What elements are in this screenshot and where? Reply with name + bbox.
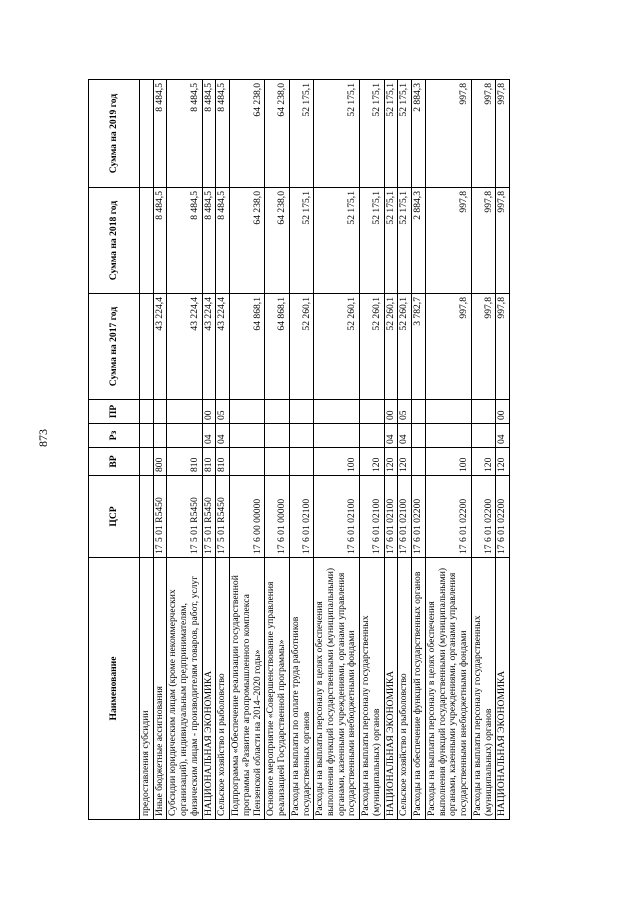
cell-vr: 100	[314, 448, 360, 476]
cell-pr	[471, 400, 495, 424]
cell-sum-2018: 64 238,0	[265, 188, 289, 294]
cell-pr: 00	[202, 400, 216, 424]
cell-sum-2018: 8 484,5	[167, 188, 202, 294]
cell-csr: 17 6 01 02200	[412, 476, 426, 558]
table-row	[140, 80, 154, 820]
cell-pr: 00	[384, 400, 398, 424]
cell-name: Расходы на выплаты персоналу в целях обеспечения выполнения функций государственными (муниципальными) органами, казенными учреждениями, органами управления государственными внебюджетными фондами	[425, 558, 471, 820]
cell-pr	[314, 400, 360, 424]
cell-sum-2017: 43 224,4	[202, 294, 216, 400]
cell-csr: 17 5 01 R5450	[153, 476, 167, 558]
cell-sum-2019: 997,8	[471, 80, 495, 188]
col-header-name: Наименование	[89, 558, 140, 820]
cell-csr: 17 6 01 02100	[384, 476, 398, 558]
table-row	[314, 80, 360, 820]
cell-name: Расходы на выплаты по оплате труда работников государственных органов	[289, 558, 313, 820]
cell-sum-2017: 52 260,1	[384, 294, 398, 400]
cell-rz	[230, 424, 265, 448]
table-row	[167, 80, 202, 820]
cell-pr: 00	[496, 400, 510, 424]
table-row	[289, 80, 313, 820]
cell-csr: 17 6 01 00000	[265, 476, 289, 558]
cell-csr: 17 5 01 R5450	[216, 476, 230, 558]
cell-pr	[167, 400, 202, 424]
cell-vr: 800	[153, 448, 167, 476]
col-header-sum-2018: Сумма на 2018 год	[89, 188, 140, 294]
cell-sum-2019: 8 484,5	[167, 80, 202, 188]
cell-vr: 810	[167, 448, 202, 476]
cell-sum-2017: 52 260,1	[289, 294, 313, 400]
budget-table	[88, 79, 510, 820]
cell-vr: 810	[202, 448, 216, 476]
col-header-csr: ЦСР	[89, 476, 140, 558]
cell-csr: 17 6 01 02100	[289, 476, 313, 558]
cell-name: Расходы на выплаты персоналу в целях обеспечения выполнения функций государственными (муниципальными) органами, казенными учреждениями, органами управления государственными внебюджетными фондами	[314, 558, 360, 820]
col-header-vr: ВР	[89, 448, 140, 476]
cell-name: НАЦИОНАЛЬНАЯ ЭКОНОМИКА	[496, 558, 510, 820]
cell-sum-2018: 8 484,5	[153, 188, 167, 294]
cell-rz: 04	[384, 424, 398, 448]
cell-vr	[265, 448, 289, 476]
cell-vr	[412, 448, 426, 476]
cell-sum-2018: 997,8	[425, 188, 471, 294]
cell-vr: 810	[216, 448, 230, 476]
cell-pr	[425, 400, 471, 424]
cell-sum-2018: 52 175,1	[384, 188, 398, 294]
cell-rz	[153, 424, 167, 448]
cell-sum-2019: 52 175,1	[314, 80, 360, 188]
cell-pr	[230, 400, 265, 424]
cell-sum-2019: 52 175,1	[384, 80, 398, 188]
cell-csr: 17 6 01 02100	[360, 476, 384, 558]
cell-pr	[153, 400, 167, 424]
cell-pr	[140, 400, 154, 424]
cell-name: Сельское хозяйство и рыболовство	[398, 558, 412, 820]
cell-sum-2018: 997,8	[471, 188, 495, 294]
cell-name: Иные бюджетные ассигнования	[153, 558, 167, 820]
cell-pr: 05	[216, 400, 230, 424]
cell-sum-2017: 64 868,1	[265, 294, 289, 400]
cell-sum-2018	[140, 188, 154, 294]
cell-pr	[289, 400, 313, 424]
cell-sum-2017: 997,8	[425, 294, 471, 400]
cell-sum-2017: 43 224,4	[167, 294, 202, 400]
col-header-sum-2017: Сумма на 2017 год	[89, 294, 140, 400]
cell-rz: 04	[496, 424, 510, 448]
cell-name: Расходы на выплаты персоналу государственных (муниципальных) органов	[360, 558, 384, 820]
cell-sum-2017	[140, 294, 154, 400]
table-row	[425, 80, 471, 820]
cell-rz: 04	[202, 424, 216, 448]
table-row	[398, 80, 412, 820]
table-row	[471, 80, 495, 820]
cell-sum-2017: 997,8	[471, 294, 495, 400]
cell-sum-2017: 3 782,7	[412, 294, 426, 400]
cell-name: Подпрограмма «Обеспечение реализации государственной программы «Развитие агропромышленного комплекса Пензенской области на 2014–2020 годы»	[230, 558, 265, 820]
cell-vr: 120	[384, 448, 398, 476]
cell-rz: 04	[398, 424, 412, 448]
col-header-rz: Рз	[89, 424, 140, 448]
cell-name: Расходы на обеспечение функций государственных органов	[412, 558, 426, 820]
cell-sum-2019: 64 238,0	[230, 80, 265, 188]
cell-csr: 17 5 01 R5450	[167, 476, 202, 558]
cell-vr: 100	[425, 448, 471, 476]
cell-sum-2018: 2 884,3	[412, 188, 426, 294]
col-header-sum-2019: Сумма на 2019 год	[89, 80, 140, 188]
cell-sum-2018: 997,8	[496, 188, 510, 294]
cell-sum-2017: 52 260,1	[398, 294, 412, 400]
table-row	[496, 80, 510, 820]
table-row	[265, 80, 289, 820]
cell-vr: 120	[398, 448, 412, 476]
cell-name: Субсидии юридическим лицам (кроме некоммерческих организаций), индивидуальным предпринимателям, физическим лицам - производителям товаров, работ, услуг	[167, 558, 202, 820]
table-row	[412, 80, 426, 820]
cell-vr	[140, 448, 154, 476]
cell-sum-2019: 52 175,1	[360, 80, 384, 188]
cell-name: Основное мероприятие «Совершенствование управления реализацией Государственной программы»	[265, 558, 289, 820]
table-row	[360, 80, 384, 820]
col-header-pr: ПР	[89, 400, 140, 424]
cell-rz	[314, 424, 360, 448]
cell-csr: 17 6 01 02100	[314, 476, 360, 558]
table-row	[202, 80, 216, 820]
cell-sum-2019: 2 884,3	[412, 80, 426, 188]
cell-sum-2018: 64 238,0	[230, 188, 265, 294]
cell-sum-2019: 52 175,1	[289, 80, 313, 188]
cell-csr: 17 6 01 02200	[425, 476, 471, 558]
cell-sum-2019: 8 484,5	[216, 80, 230, 188]
cell-sum-2019: 8 484,5	[153, 80, 167, 188]
cell-sum-2017: 43 224,4	[153, 294, 167, 400]
cell-sum-2019: 997,8	[425, 80, 471, 188]
cell-csr: 17 6 00 00000	[230, 476, 265, 558]
page-number: 873	[36, 429, 50, 447]
cell-sum-2018: 52 175,1	[289, 188, 313, 294]
cell-csr: 17 5 01 R5450	[202, 476, 216, 558]
cell-sum-2017: 64 868,1	[230, 294, 265, 400]
cell-sum-2017: 52 260,1	[360, 294, 384, 400]
cell-pr: 05	[398, 400, 412, 424]
cell-sum-2018: 52 175,1	[360, 188, 384, 294]
cell-sum-2019: 64 238,0	[265, 80, 289, 188]
cell-sum-2018: 52 175,1	[314, 188, 360, 294]
cell-vr: 120	[496, 448, 510, 476]
cell-sum-2017: 52 260,1	[314, 294, 360, 400]
cell-sum-2019: 997,8	[496, 80, 510, 188]
cell-rz	[471, 424, 495, 448]
cell-sum-2018: 8 484,5	[216, 188, 230, 294]
cell-sum-2019: 8 484,5	[202, 80, 216, 188]
cell-vr	[289, 448, 313, 476]
cell-vr: 120	[471, 448, 495, 476]
cell-sum-2017: 997,8	[496, 294, 510, 400]
table-row	[384, 80, 398, 820]
cell-rz	[265, 424, 289, 448]
cell-sum-2018: 8 484,5	[202, 188, 216, 294]
cell-sum-2019	[140, 80, 154, 188]
cell-csr: 17 6 01 02100	[398, 476, 412, 558]
cell-csr: 17 6 01 02200	[496, 476, 510, 558]
cell-sum-2017: 43 224,4	[216, 294, 230, 400]
cell-rz	[412, 424, 426, 448]
cell-name: Расходы на выплаты персоналу государственных (муниципальных) органов	[471, 558, 495, 820]
cell-pr	[265, 400, 289, 424]
table-header-row	[89, 80, 140, 820]
cell-name: НАЦИОНАЛЬНАЯ ЭКОНОМИКА	[202, 558, 216, 820]
cell-sum-2018: 52 175,1	[398, 188, 412, 294]
cell-rz	[167, 424, 202, 448]
cell-rz	[360, 424, 384, 448]
cell-name: НАЦИОНАЛЬНАЯ ЭКОНОМИКА	[384, 558, 398, 820]
table-row	[230, 80, 265, 820]
cell-sum-2019: 52 175,1	[398, 80, 412, 188]
table-row	[153, 80, 167, 820]
cell-csr: 17 6 01 02200	[471, 476, 495, 558]
cell-pr	[360, 400, 384, 424]
cell-rz	[140, 424, 154, 448]
cell-rz	[425, 424, 471, 448]
cell-name: Сельское хозяйство и рыболовство	[216, 558, 230, 820]
cell-vr: 120	[360, 448, 384, 476]
cell-name: предоставления субсидии	[140, 558, 154, 820]
cell-vr	[230, 448, 265, 476]
cell-rz	[289, 424, 313, 448]
table-row	[216, 80, 230, 820]
cell-csr	[140, 476, 154, 558]
cell-rz: 04	[216, 424, 230, 448]
budget-table-container	[88, 80, 558, 820]
cell-pr	[412, 400, 426, 424]
